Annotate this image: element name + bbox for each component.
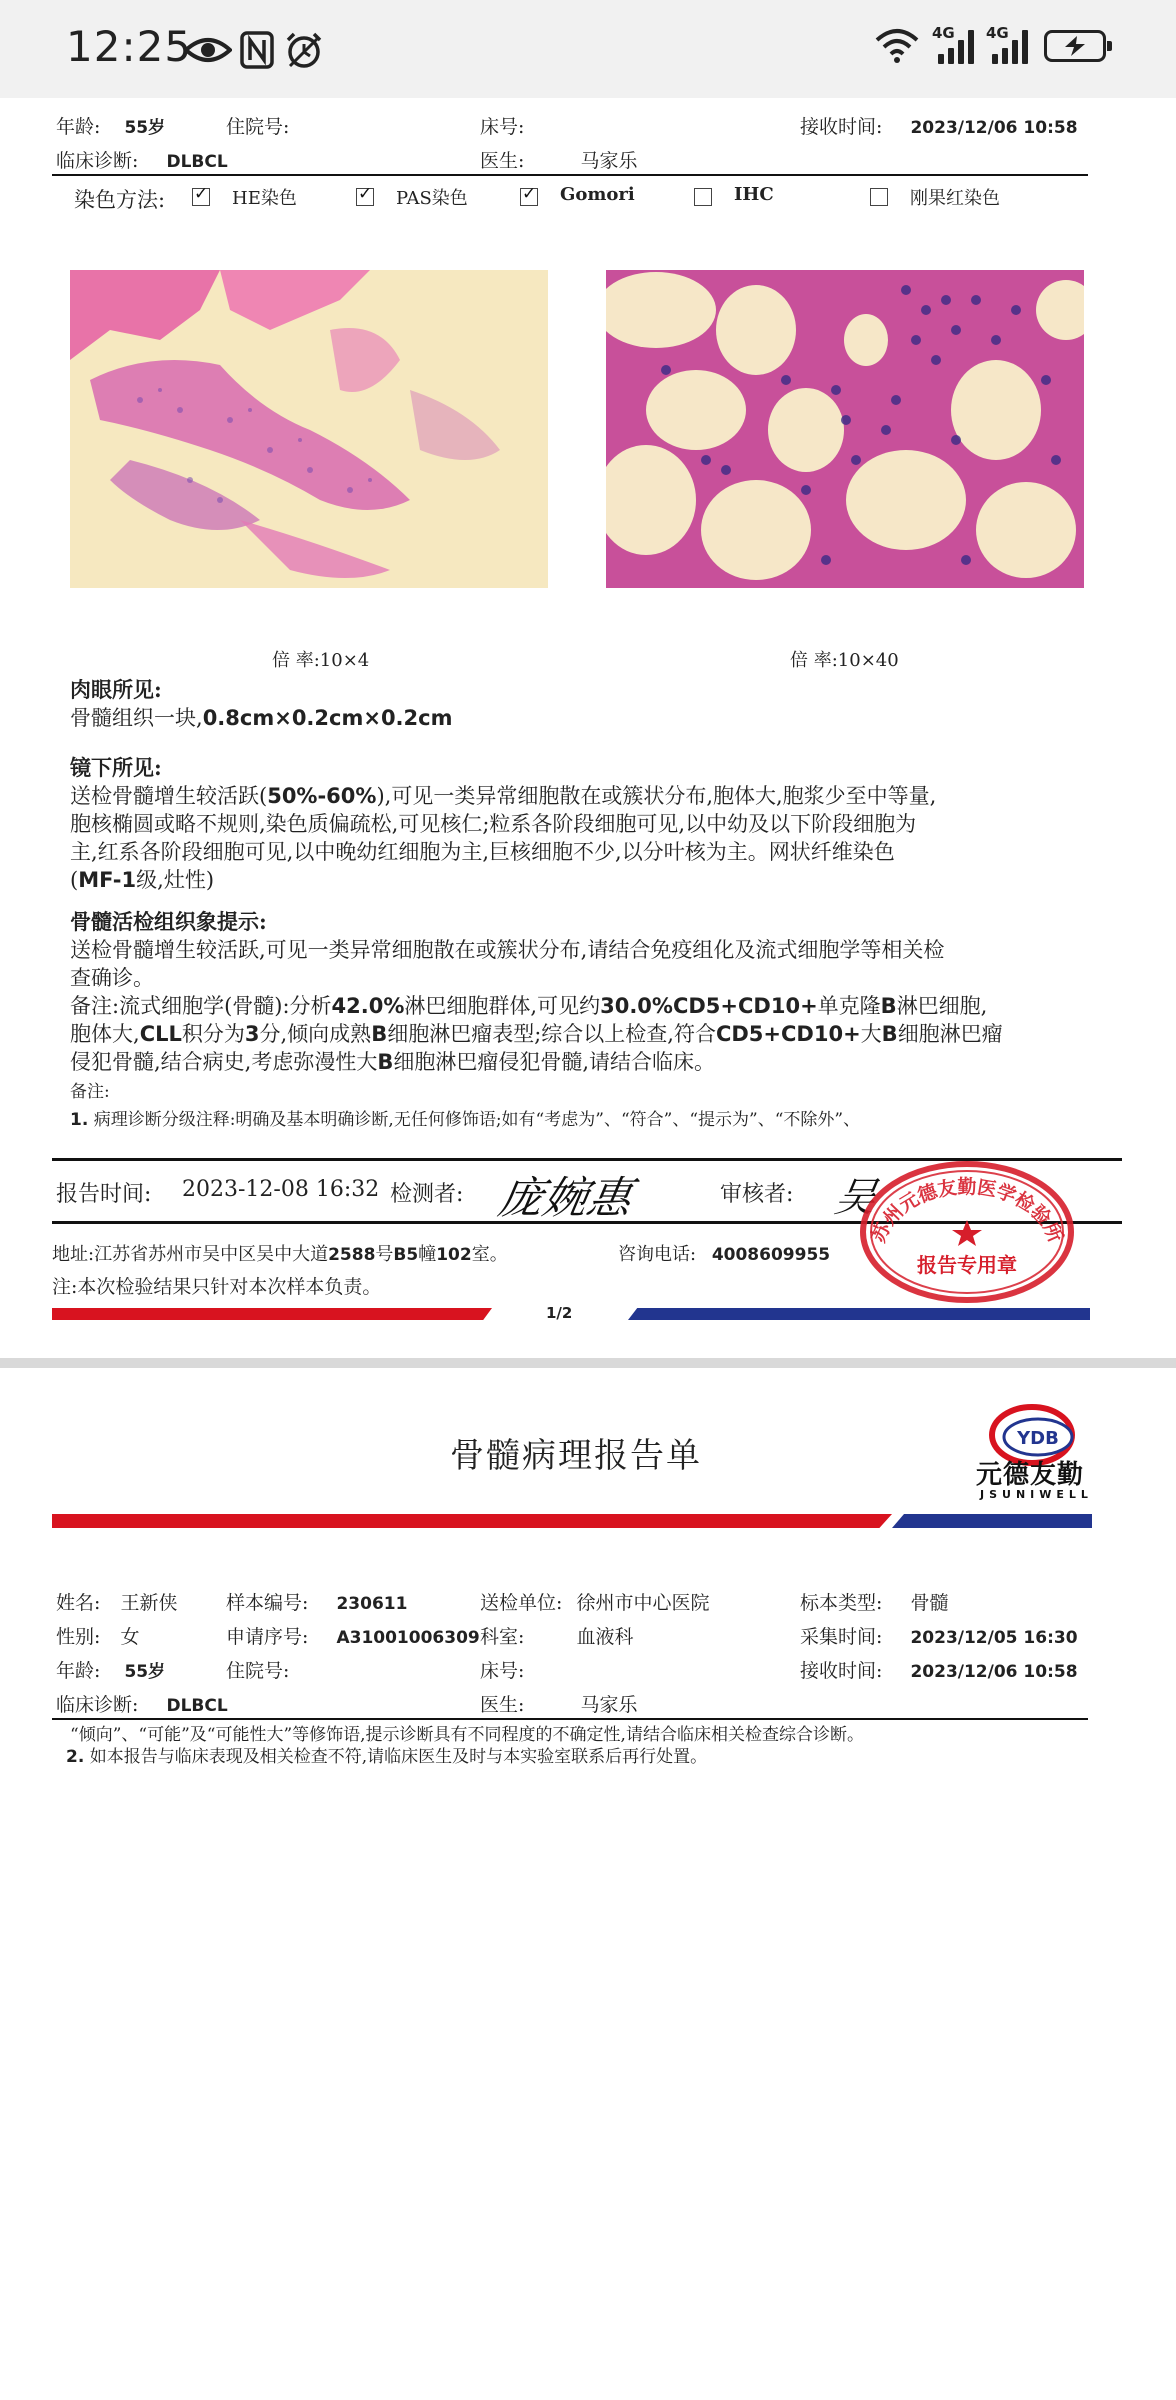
bed-label-2: 床号: <box>480 1660 525 1682</box>
congo-red-checkbox[interactable] <box>870 188 888 206</box>
info-divider <box>52 174 1088 176</box>
note-1d: 30.0%CD5+CD10+ <box>600 994 818 1018</box>
logo-badge-text: YDB <box>1017 1428 1059 1449</box>
doctor-field-2 <box>480 1690 637 1717</box>
note-1b: 42.0% <box>331 994 405 1018</box>
eye-icon <box>184 30 232 70</box>
note-2g: 细胞淋巴瘤表型;综合以上检查,符合 <box>387 1022 716 1046</box>
blue-stripe-footer <box>628 1308 1090 1320</box>
sex-label: 性别: <box>56 1626 101 1648</box>
red-stripe-footer <box>52 1308 492 1320</box>
doctor-label-2: 医生: <box>480 1694 525 1716</box>
pas-stain-checkbox[interactable] <box>356 188 374 206</box>
age-value: 55岁 <box>124 118 166 138</box>
note-2h: CD5+CD10+ <box>715 1022 861 1046</box>
sex-field <box>56 1622 139 1649</box>
note-2a: 胞体大, <box>70 1022 140 1046</box>
request-value: A31001006309 <box>336 1628 480 1648</box>
page-separator <box>0 1358 1176 1368</box>
report-time-label: 报告时间: <box>56 1182 152 1207</box>
footer-note: 注:本次检验结果只针对本次样本负责。 <box>52 1276 382 1298</box>
note-2f: B <box>371 1022 388 1046</box>
diagnosis-field <box>56 146 228 173</box>
conclusion-line-2: 查确诊。 <box>70 966 154 990</box>
micro-line-1c: ),可见一类异常细胞散在或簇状分布,胞体大,胞浆少至中等量, <box>376 784 937 808</box>
micro-line-3: 主,红系各阶段细胞可见,以中晚幼红细胞为主,巨核细胞不少,以分叶核为主。网状纤维染色 <box>70 840 895 864</box>
receive-value: 2023/12/06 10:58 <box>910 118 1078 138</box>
collect-field <box>800 1622 1078 1649</box>
gross-text <box>70 704 1090 732</box>
official-stamp <box>858 1158 1076 1306</box>
diagnosis-label-2: 临床诊断: <box>56 1694 139 1716</box>
status-bar <box>0 0 1176 98</box>
signal-label-2: 4G <box>986 24 1009 42</box>
note-2j: B <box>881 1022 898 1046</box>
conclusion-heading: 骨髓活检组织象提示: <box>70 909 267 934</box>
microscopic-section <box>70 754 1090 894</box>
remarks-item-1-num: 1. <box>70 1110 89 1130</box>
sample-label: 样本编号: <box>226 1592 309 1614</box>
receive-value-2: 2023/12/06 10:58 <box>910 1662 1078 1682</box>
stamp-ring-text: 苏州元德友勤医学检验所 <box>867 1176 1067 1246</box>
remarks-item-1-text: 病理诊断分级注释:明确及基本明确诊断,无任何修饰语;如有“考虑为”、“符合”、“提示为”、“不除外”、 <box>93 1110 861 1130</box>
note-line-2 <box>70 1020 1090 1048</box>
note-2b: CLL <box>139 1022 182 1046</box>
age-field <box>56 112 165 139</box>
micro-line-4c: 级,灶性) <box>136 868 215 892</box>
congo-red-label: 刚果红染色 <box>910 188 1000 209</box>
note-3b: B <box>377 1050 394 1074</box>
micro-heading: 镜下所见: <box>70 755 162 780</box>
remarks-item-2 <box>66 1742 707 1767</box>
note-3a: 侵犯骨髓,结合病史,考虑弥漫性大 <box>70 1050 378 1074</box>
address-mid: 号 <box>375 1244 394 1265</box>
micrograph-low-power <box>70 270 548 588</box>
note-3c: 细胞淋巴瘤侵犯骨髓,请结合临床。 <box>393 1050 716 1074</box>
remarks-section <box>70 1078 1090 1134</box>
diagnosis-value-2: DLBCL <box>166 1696 228 1716</box>
logo-cn: 元德友勤 <box>976 1460 1085 1490</box>
note-1c: 淋巴细胞群体,可见约 <box>404 994 601 1018</box>
age-label-2: 年龄: <box>56 1660 101 1682</box>
micro-line-4a: ( <box>70 868 79 892</box>
gross-size: 0.8cm×0.2cm×0.2cm <box>202 706 453 730</box>
magnification-right: 倍 率:10×40 <box>790 650 899 671</box>
type-label: 标本类型: <box>800 1592 883 1614</box>
doctor-value-2: 马家乐 <box>580 1694 638 1716</box>
age-label: 年龄: <box>56 116 101 138</box>
ihc-checkbox[interactable] <box>694 188 712 206</box>
name-label: 姓名: <box>56 1592 101 1614</box>
alarm-icon <box>284 30 324 70</box>
gross-section <box>70 676 1090 732</box>
type-value: 骨髓 <box>910 1592 949 1614</box>
collect-value: 2023/12/05 16:30 <box>910 1628 1078 1648</box>
name-value: 王新侠 <box>120 1592 178 1614</box>
diagnosis-value: DLBCL <box>166 152 228 172</box>
note-1f: B <box>880 994 897 1018</box>
micro-line-1b: 50%-60% <box>267 784 377 808</box>
receive-field-2 <box>800 1656 1078 1683</box>
address-tail-2: 室。 <box>471 1244 508 1265</box>
battery-charging-icon <box>1044 30 1106 62</box>
gomori-stain-label: Gomori <box>560 184 635 205</box>
remarks-label: 备注: <box>70 1082 110 1102</box>
remarks-item-2-num: 2. <box>66 1747 85 1767</box>
note-1a: 备注:流式细胞学(骨髓):分析 <box>70 994 332 1018</box>
micro-line-1 <box>70 782 1090 810</box>
note-2e: 分,倾向成熟 <box>259 1022 372 1046</box>
dept-label: 科室: <box>480 1626 525 1648</box>
sample-value: 230611 <box>336 1594 408 1614</box>
note-2i: 大 <box>860 1022 882 1046</box>
sample-field <box>226 1588 407 1615</box>
address-label: 地址:江苏省苏州市吴中区吴中大道 <box>52 1244 329 1265</box>
sex-value: 女 <box>120 1626 140 1648</box>
tester-signature: 庞婉惠 <box>494 1173 636 1224</box>
bed-label: 床号: <box>480 116 525 138</box>
address-tail-1: 幢 <box>418 1244 437 1265</box>
signal-icon-2 <box>986 24 1028 64</box>
receive-label: 接收时间: <box>800 116 883 138</box>
status-time: 12:25 <box>66 22 193 71</box>
signal-label: 4G <box>932 24 955 42</box>
collect-label: 采集时间: <box>800 1626 883 1648</box>
receive-label-2: 接收时间: <box>800 1660 883 1682</box>
name-field <box>56 1588 177 1615</box>
request-field <box>226 1622 480 1649</box>
diagnosis-field-2 <box>56 1690 228 1717</box>
stamp-center-text: 报告专用章 <box>917 1253 1017 1277</box>
address-num: 2588 <box>328 1245 376 1265</box>
wifi-icon <box>874 28 920 64</box>
diagnosis-label: 临床诊断: <box>56 150 139 172</box>
micro-line-1a: 送检骨髓增生较活跃( <box>70 784 268 808</box>
report-page-1 <box>0 98 1176 1358</box>
conclusion-section <box>70 908 1090 1076</box>
pas-stain-label: PAS染色 <box>396 188 468 209</box>
nfc-icon <box>240 30 274 70</box>
age-field-2 <box>56 1656 165 1683</box>
micro-line-4b: MF-1 <box>78 868 137 892</box>
receive-field <box>800 112 1078 139</box>
doctor-value: 马家乐 <box>580 150 638 172</box>
micro-line-4 <box>70 866 1090 894</box>
reviewer-label: 审核者: <box>720 1182 794 1207</box>
note-2c: 积分为 <box>181 1022 245 1046</box>
unit-label: 送检单位: <box>480 1592 563 1614</box>
remarks-item-1 <box>70 1106 1090 1134</box>
he-stain-checkbox[interactable] <box>192 188 210 206</box>
gomori-stain-checkbox[interactable] <box>520 188 538 206</box>
phone-label: 咨询电话: <box>618 1244 697 1265</box>
doctor-label: 医生: <box>480 150 525 172</box>
logo-en: JSUNIWELL <box>980 1488 1093 1501</box>
type-field <box>800 1588 948 1615</box>
stain-title: 染色方法: <box>74 188 166 212</box>
document-title: 骨髓病理报告单 <box>450 1436 702 1476</box>
micro-line-2: 胞核椭圆或略不规则,染色质偏疏松,可见核仁;粒系各阶段细胞可见,以中幼及以下阶段细胞为 <box>70 812 917 836</box>
note-line-1 <box>70 992 1090 1020</box>
signal-icon <box>932 24 974 64</box>
note-line-3 <box>70 1048 1090 1076</box>
report-time-value: 2023-12-08 16:32 <box>182 1177 380 1202</box>
unit-field <box>480 1588 709 1615</box>
note-2d: 3 <box>244 1022 260 1046</box>
address <box>52 1240 508 1266</box>
gross-heading: 肉眼所见: <box>70 677 162 702</box>
page-number: 1/2 <box>546 1304 573 1322</box>
unit-value: 徐州市中心医院 <box>576 1592 710 1614</box>
magnification-left: 倍 率:10×4 <box>272 650 370 671</box>
blue-header-stripe <box>892 1514 1092 1528</box>
ihc-label: IHC <box>734 184 774 205</box>
tester-label: 检测者: <box>390 1182 464 1207</box>
conclusion-line-1: 送检骨髓增生较活跃,可见一类异常细胞散在或簇状分布,请结合免疫组化及流式细胞学等相关检 <box>70 938 945 962</box>
note-1g: 淋巴细胞, <box>896 994 988 1018</box>
doctor-field <box>480 146 637 173</box>
request-label: 申请序号: <box>226 1626 309 1648</box>
gross-text-prefix: 骨髓组织一块, <box>70 706 203 730</box>
phone-value: 4008609955 <box>711 1245 831 1265</box>
dept-field <box>480 1622 633 1649</box>
micrograph-high-power <box>606 270 1084 588</box>
note-1e: 单克隆 <box>817 994 881 1018</box>
address-room: 102 <box>436 1245 472 1265</box>
remarks-item-2-text: 如本报告与临床表现及相关检查不符,请临床医生及时与本实验室联系后再行处置。 <box>89 1747 708 1767</box>
age-value-2: 55岁 <box>124 1662 166 1682</box>
remarks-continuation: “倾向”、“可能”及“可能性大”等修饰语,提示诊断具有不同程度的不确定性,请结合临床相关检查综合诊断。 <box>70 1725 864 1745</box>
dept-value: 血液科 <box>576 1626 634 1648</box>
admission-label: 住院号: <box>226 116 290 138</box>
admission-label-2: 住院号: <box>226 1660 290 1682</box>
reviewer-signature: 吴 <box>831 1175 880 1221</box>
report-page-2 <box>0 1368 1176 2400</box>
he-stain-label: HE染色 <box>232 188 297 209</box>
red-header-stripe <box>52 1514 892 1528</box>
phone <box>618 1240 830 1266</box>
address-b5: B5 <box>393 1245 419 1265</box>
note-2k: 细胞淋巴瘤 <box>897 1022 1003 1046</box>
